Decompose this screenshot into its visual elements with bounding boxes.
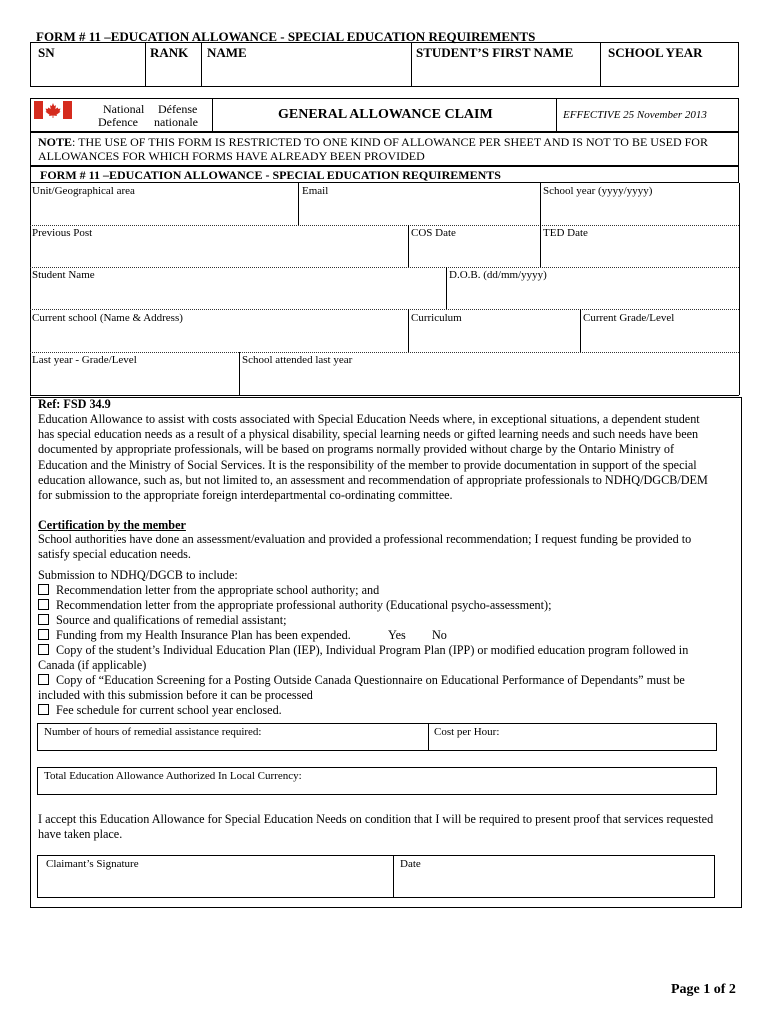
checklist-item-iep-cont: Canada (if applicable)	[38, 658, 147, 672]
unit-field[interactable]: Unit/Geographical area	[32, 185, 135, 197]
form-title: FORM # 11 –EDUCATION ALLOWANCE - SPECIAL EDUCATION REQUIREMENTS	[40, 168, 501, 182]
checkbox[interactable]	[38, 704, 49, 715]
hours-field[interactable]: Number of hours of remedial assistance required:	[44, 726, 262, 738]
checklist-item-professional-letter[interactable]: Recommendation letter from the appropriate professional authority (Educational psycho-assessment);	[38, 598, 551, 613]
col-rank[interactable]: RANK	[150, 45, 189, 60]
dept-en-2: Defence	[98, 115, 138, 129]
dob-field[interactable]: D.O.B. (dd/mm/yyyy)	[449, 269, 547, 281]
current-grade-field[interactable]: Current Grade/Level	[583, 312, 675, 324]
total-allowance-field[interactable]: Total Education Allowance Authorized In Local Currency:	[44, 770, 302, 782]
certification-text: School authorities have done an assessment/evaluation and provided a professional recommendation; I request funding be provided to satisfy special education needs.	[38, 532, 692, 562]
last-year-grade-field[interactable]: Last year - Grade/Level	[32, 354, 137, 366]
no-option[interactable]: No	[432, 628, 447, 642]
certification-heading: Certification by the member	[38, 518, 186, 532]
date-field[interactable]: Date	[400, 858, 421, 870]
checklist-item-school-letter[interactable]: Recommendation letter from the appropriate school authority; and	[38, 583, 379, 598]
col-first-name[interactable]: STUDENT’S FIRST NAME	[416, 45, 574, 60]
effective-date: EFFECTIVE 25 November 2013	[563, 109, 707, 121]
col-name[interactable]: NAME	[207, 45, 247, 60]
yes-option[interactable]: Yes	[388, 628, 406, 642]
checklist-item-screening[interactable]: Copy of “Education Screening for a Posting Outside Canada Questionnaire on Educational Performance of Dependants” must be	[38, 673, 685, 688]
cos-date-field[interactable]: COS Date	[411, 227, 456, 239]
checklist-item-iep[interactable]: Copy of the student’s Individual Education Plan (IEP), Individual Program Plan (IPP) or modified education program followed in	[38, 643, 688, 658]
dept-fr-2: nationale	[154, 115, 198, 129]
ted-date-field[interactable]: TED Date	[543, 227, 588, 239]
col-sn[interactable]: SN	[38, 45, 55, 60]
email-field[interactable]: Email	[302, 185, 329, 197]
submission-heading: Submission to NDHQ/DGCB to include:	[38, 568, 238, 582]
checkbox[interactable]	[38, 584, 49, 595]
col-school-year[interactable]: SCHOOL YEAR	[608, 45, 703, 60]
previous-post-field[interactable]: Previous Post	[32, 227, 93, 239]
school-year-field[interactable]: School year (yyyy/yyyy)	[543, 185, 653, 197]
cost-per-hour-field[interactable]: Cost per Hour:	[434, 726, 500, 738]
banner-title: GENERAL ALLOWANCE CLAIM	[278, 107, 493, 122]
form-top-title: FORM # 11 –EDUCATION ALLOWANCE - SPECIAL EDUCATION REQUIREMENTS	[36, 29, 536, 44]
checklist-item-fee-schedule[interactable]: Fee schedule for current school year enclosed.	[38, 703, 282, 718]
intro-paragraph: Education Allowance to assist with costs associated with Special Education Needs where, in exceptional situations, a dependent student has special education needs as a result of a physical disability, special learning needs or gifted learning needs and such needs have been documented by appropriate professionals, will be based on programs normally provided without charge by the Ontario Ministry of Education and the Ministry of Social Services. It is the responsibility of the member to provide documentation in support of the special education allowance, such as, but not limited to, an assessment and recommendation of appropriate professionals to NDHQ/DGCB/DEM for submission to the appropriate foreign interdepartmental co-ordinating committee.	[38, 412, 708, 503]
checkbox[interactable]	[38, 599, 49, 610]
checklist-item-remedial-assistant[interactable]: Source and qualifications of remedial assistant;	[38, 613, 286, 628]
dept-fr-1: Défense	[158, 102, 198, 116]
student-name-field[interactable]: Student Name	[32, 269, 95, 281]
acceptance-text: I accept this Education Allowance for Special Education Needs on condition that I will be required to present proof that services requested have taken place.	[38, 812, 714, 842]
checkbox[interactable]	[38, 644, 49, 655]
curriculum-field[interactable]: Curriculum	[411, 312, 462, 324]
page-number: Page 1 of 2	[671, 982, 736, 997]
checkbox[interactable]	[38, 614, 49, 625]
note-text: NOTE: THE USE OF THIS FORM IS RESTRICTED TO ONE KIND OF ALLOWANCE PER SHEET AND IS NOT TO BE USED FOR ALLOWANCES FOR WHICH FORMS HAVE ALREADY BEEN PROVIDED	[38, 135, 708, 163]
ref-heading: Ref: FSD 34.9	[38, 397, 111, 411]
checklist-item-screening-cont: included with this submission before it can be processed	[38, 688, 313, 702]
checklist-item-health-insurance[interactable]: Funding from my Health Insurance Plan has been expended.	[38, 628, 351, 643]
checkbox[interactable]	[38, 629, 49, 640]
canada-flag-icon	[34, 101, 72, 119]
checkbox[interactable]	[38, 674, 49, 685]
dept-en-1: National	[103, 102, 145, 116]
claimant-signature-field[interactable]: Claimant’s Signature	[46, 858, 139, 870]
current-school-field[interactable]: Current school (Name & Address)	[32, 312, 183, 324]
school-attended-field[interactable]: School attended last year	[242, 354, 353, 366]
note-label: NOTE	[38, 135, 73, 149]
